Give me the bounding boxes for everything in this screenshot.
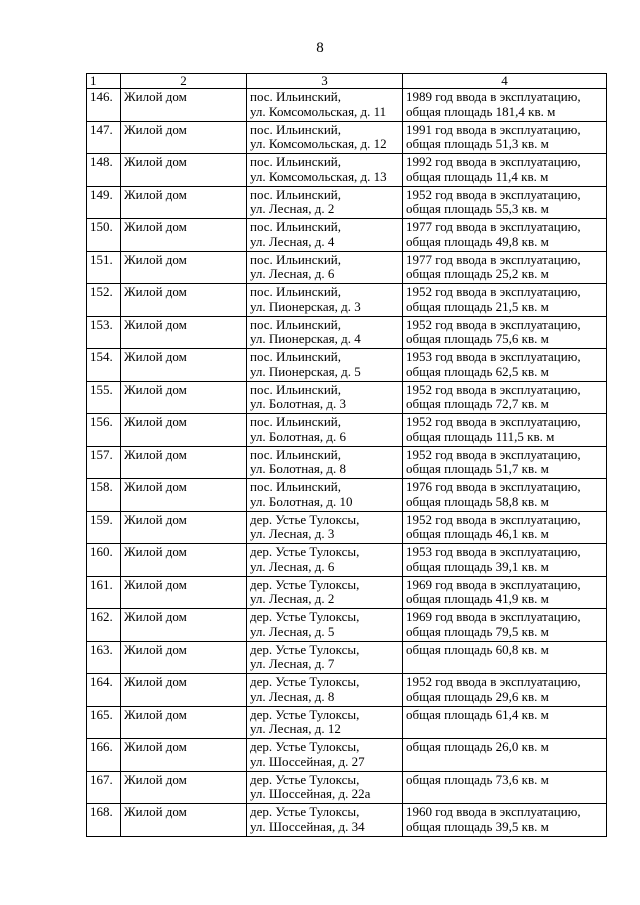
row-number-cell — [87, 219, 121, 252]
info-cell — [403, 479, 607, 512]
info-line: общая площадь 41,9 кв. м — [406, 591, 549, 606]
table-row — [87, 479, 607, 512]
address-cell — [247, 609, 403, 642]
address-line: дер. Устье Тулоксы, — [250, 771, 360, 787]
row-number: 162. — [90, 609, 113, 624]
address-line: пос. Ильинский, — [250, 316, 342, 332]
address-line: ул. Пионерская, д. 4 — [250, 331, 361, 346]
address-cell — [247, 674, 403, 707]
row-number: 150. — [90, 219, 113, 234]
object-type-cell — [121, 479, 247, 512]
table-row — [87, 251, 607, 284]
info-line: общая площадь 181,4 кв. м — [406, 103, 556, 119]
object-type-cell — [121, 414, 247, 447]
info-line: общая площадь 26,0 кв. м — [406, 739, 549, 754]
address-cell — [247, 89, 403, 122]
address-line: ул. Болотная, д. 10 — [250, 493, 353, 509]
row-number: 164. — [90, 674, 113, 689]
row-number-cell — [87, 381, 121, 414]
info-line: 1991 год ввода в эксплуатацию, — [406, 121, 581, 137]
info-line: 1952 год ввода в эксплуатацию, — [406, 446, 581, 462]
object-type-cell — [121, 316, 247, 349]
address-line: дер. Устье Тулоксы, — [250, 544, 360, 559]
object-type: Жилой дом — [124, 154, 187, 169]
info-line: общая площадь 111,5 кв. м — [406, 428, 555, 444]
info-cell — [403, 186, 607, 219]
object-type: Жилой дом — [124, 771, 187, 787]
address-line: дер. Устье Тулоксы, — [250, 739, 360, 754]
row-number-cell — [87, 251, 121, 284]
address-line: ул. Лесная, д. 6 — [250, 266, 335, 281]
row-number: 155. — [90, 381, 113, 397]
object-type: Жилой дом — [124, 186, 187, 202]
info-line: общая площадь 29,6 кв. м — [406, 688, 549, 704]
address-cell — [247, 349, 403, 382]
header-cell-info: 4 — [403, 74, 607, 89]
object-type-cell — [121, 674, 247, 707]
row-number: 157. — [90, 446, 113, 462]
address-cell — [247, 121, 403, 154]
object-type: Жилой дом — [124, 609, 187, 624]
address-line: ул. Пионерская, д. 3 — [250, 298, 361, 314]
object-type-cell — [121, 251, 247, 284]
info-line: 1989 год ввода в эксплуатацию, — [406, 89, 581, 104]
info-line: общая площадь 62,5 кв. м — [406, 363, 549, 379]
page-number: 8 — [316, 40, 324, 56]
object-type: Жилой дом — [124, 349, 187, 364]
object-type-cell — [121, 89, 247, 122]
address-cell — [247, 381, 403, 414]
info-line: 1952 год ввода в эксплуатацию, — [406, 316, 581, 332]
address-line: пос. Ильинский, — [250, 479, 342, 494]
info-line: общая площадь 60,8 кв. м — [406, 641, 549, 657]
info-line: общая площадь 61,4 кв. м — [406, 706, 549, 722]
object-type-cell — [121, 284, 247, 317]
table-row — [87, 674, 607, 707]
table-row — [87, 706, 607, 739]
info-cell — [403, 219, 607, 252]
header-cell-number: 1 — [87, 74, 121, 89]
object-type-cell — [121, 186, 247, 219]
row-number: 147. — [90, 121, 113, 137]
address-cell — [247, 511, 403, 544]
address-line: ул. Пионерская, д. 5 — [250, 363, 361, 379]
address-cell — [247, 576, 403, 609]
object-type: Жилой дом — [124, 576, 187, 592]
object-type-cell — [121, 154, 247, 187]
address-line: пос. Ильинский, — [250, 446, 342, 462]
info-line: 1992 год ввода в эксплуатацию, — [406, 154, 581, 169]
row-number-cell — [87, 186, 121, 219]
address-line: ул. Лесная, д. 7 — [250, 656, 335, 671]
info-line: 1953 год ввода в эксплуатацию, — [406, 349, 581, 364]
object-type-cell — [121, 446, 247, 479]
info-line: 1952 год ввода в эксплуатацию, — [406, 284, 581, 299]
row-number-cell — [87, 121, 121, 154]
row-number: 154. — [90, 349, 113, 364]
object-type-cell — [121, 739, 247, 772]
info-cell — [403, 641, 607, 674]
info-cell — [403, 284, 607, 317]
info-line: общая площадь 46,1 кв. м — [406, 526, 549, 541]
address-line: ул. Шоссейная, д. 27 — [250, 753, 365, 769]
row-number-cell — [87, 804, 121, 837]
table-row — [87, 414, 607, 447]
object-type: Жилой дом — [124, 219, 187, 234]
table-row — [87, 381, 607, 414]
address-line: дер. Устье Тулоксы, — [250, 576, 360, 592]
info-line: общая площадь 58,8 кв. м — [406, 493, 549, 509]
address-line: дер. Устье Тулоксы, — [250, 674, 360, 689]
info-line: общая площадь 49,8 кв. м — [406, 233, 549, 249]
info-cell — [403, 706, 607, 739]
object-type: Жилой дом — [124, 511, 187, 527]
info-cell — [403, 511, 607, 544]
table-row — [87, 349, 607, 382]
address-line: ул. Болотная, д. 3 — [250, 396, 347, 411]
table-header-row — [87, 74, 607, 89]
info-line: 1952 год ввода в эксплуатацию, — [406, 186, 581, 202]
object-type-cell — [121, 121, 247, 154]
row-number-cell — [87, 674, 121, 707]
object-type: Жилой дом — [124, 804, 187, 819]
row-number-cell — [87, 544, 121, 577]
address-line: ул. Комсомольская, д. 12 — [250, 136, 387, 151]
address-line: ул. Шоссейная, д. 34 — [250, 818, 365, 834]
info-line: 1969 год ввода в эксплуатацию, — [406, 609, 581, 624]
address-cell — [247, 154, 403, 187]
row-number: 161. — [90, 576, 113, 592]
object-type: Жилой дом — [124, 414, 187, 429]
address-cell — [247, 804, 403, 837]
address-line: ул. Лесная, д. 2 — [250, 591, 335, 606]
row-number: 156. — [90, 414, 113, 429]
info-line: 1977 год ввода в эксплуатацию, — [406, 219, 581, 234]
object-type: Жилой дом — [124, 674, 187, 689]
address-line: дер. Устье Тулоксы, — [250, 511, 360, 527]
table-row — [87, 739, 607, 772]
row-number-cell — [87, 739, 121, 772]
info-cell — [403, 804, 607, 837]
object-type-cell — [121, 706, 247, 739]
row-number-cell — [87, 609, 121, 642]
object-type: Жилой дом — [124, 89, 187, 104]
row-number: 167. — [90, 771, 113, 787]
address-line: пос. Ильинский, — [250, 414, 342, 429]
info-line: 1952 год ввода в эксплуатацию, — [406, 381, 581, 397]
row-number-cell — [87, 771, 121, 804]
address-line: ул. Болотная, д. 6 — [250, 428, 347, 444]
address-line: ул. Комсомольская, д. 13 — [250, 168, 387, 184]
table-row — [87, 316, 607, 349]
row-number-cell — [87, 641, 121, 674]
object-type: Жилой дом — [124, 284, 187, 299]
address-cell — [247, 641, 403, 674]
row-number: 160. — [90, 544, 113, 559]
address-line: пос. Ильинский, — [250, 349, 342, 364]
address-line: пос. Ильинский, — [250, 154, 342, 169]
object-type-cell — [121, 771, 247, 804]
info-line: общая площадь 79,5 кв. м — [406, 623, 549, 639]
object-type: Жилой дом — [124, 706, 187, 722]
table-row — [87, 446, 607, 479]
address-line: пос. Ильинский, — [250, 381, 342, 397]
table-row — [87, 511, 607, 544]
row-number: 148. — [90, 154, 113, 169]
header-cell-type: 2 — [121, 74, 247, 89]
row-number-cell — [87, 414, 121, 447]
address-line: ул. Комсомольская, д. 11 — [250, 103, 387, 119]
object-type: Жилой дом — [124, 544, 187, 559]
row-number-cell — [87, 511, 121, 544]
info-line: 1976 год ввода в эксплуатацию, — [406, 479, 581, 494]
row-number-cell — [87, 576, 121, 609]
address-line: пос. Ильинский, — [250, 251, 342, 267]
info-line: общая площадь 73,6 кв. м — [406, 771, 549, 787]
object-type: Жилой дом — [124, 121, 187, 137]
object-type: Жилой дом — [124, 739, 187, 754]
row-number-cell — [87, 446, 121, 479]
object-type: Жилой дом — [124, 446, 187, 462]
address-line: дер. Устье Тулоксы, — [250, 641, 360, 657]
row-number-cell — [87, 154, 121, 187]
table-row — [87, 284, 607, 317]
object-type: Жилой дом — [124, 251, 187, 267]
header-cell-address: 3 — [247, 74, 403, 89]
info-cell — [403, 414, 607, 447]
info-line: общая площадь 51,7 кв. м — [406, 461, 549, 476]
info-line: 1952 год ввода в эксплуатацию, — [406, 511, 581, 527]
info-line: 1953 год ввода в эксплуатацию, — [406, 544, 581, 559]
info-line: общая площадь 39,5 кв. м — [406, 818, 549, 834]
info-cell — [403, 576, 607, 609]
info-cell — [403, 251, 607, 284]
row-number: 152. — [90, 284, 113, 299]
address-cell — [247, 284, 403, 317]
address-line: ул. Лесная, д. 6 — [250, 558, 335, 574]
row-number: 163. — [90, 641, 113, 657]
info-line: 1952 год ввода в эксплуатацию, — [406, 674, 581, 689]
address-line: ул. Лесная, д. 3 — [250, 526, 335, 541]
info-cell — [403, 771, 607, 804]
row-number: 153. — [90, 316, 113, 332]
object-type-cell — [121, 349, 247, 382]
info-cell — [403, 89, 607, 122]
info-cell — [403, 446, 607, 479]
object-type: Жилой дом — [124, 479, 187, 494]
table-row — [87, 576, 607, 609]
object-type: Жилой дом — [124, 381, 187, 397]
info-line: общая площадь 72,7 кв. м — [406, 396, 549, 411]
address-cell — [247, 739, 403, 772]
row-number-cell — [87, 706, 121, 739]
object-type-cell — [121, 641, 247, 674]
row-number-cell — [87, 284, 121, 317]
table-row — [87, 544, 607, 577]
table-body — [87, 74, 607, 837]
row-number-cell — [87, 479, 121, 512]
table-row — [87, 219, 607, 252]
address-line: пос. Ильинский, — [250, 219, 342, 234]
row-number: 146. — [90, 89, 113, 104]
info-line: 1977 год ввода в эксплуатацию, — [406, 251, 581, 267]
info-line: общая площадь 39,1 кв. м — [406, 558, 549, 574]
row-number: 165. — [90, 706, 113, 722]
info-cell — [403, 674, 607, 707]
object-type-cell — [121, 511, 247, 544]
address-line: ул. Лесная, д. 2 — [250, 201, 335, 216]
address-cell — [247, 251, 403, 284]
row-number: 158. — [90, 479, 113, 494]
address-cell — [247, 316, 403, 349]
info-line: общая площадь 55,3 кв. м — [406, 201, 549, 216]
address-line: ул. Лесная, д. 8 — [250, 688, 335, 704]
address-line: дер. Устье Тулоксы, — [250, 609, 360, 624]
table-row — [87, 154, 607, 187]
object-type-cell — [121, 576, 247, 609]
object-type-cell — [121, 544, 247, 577]
info-cell — [403, 739, 607, 772]
row-number: 151. — [90, 251, 113, 267]
info-cell — [403, 154, 607, 187]
info-cell — [403, 544, 607, 577]
object-type-cell — [121, 804, 247, 837]
info-line: общая площадь 51,3 кв. м — [406, 136, 549, 151]
object-type-cell — [121, 381, 247, 414]
table-row — [87, 186, 607, 219]
property-table — [86, 73, 607, 837]
info-cell — [403, 381, 607, 414]
row-number: 168. — [90, 804, 113, 819]
object-type-cell — [121, 219, 247, 252]
row-number-cell — [87, 316, 121, 349]
address-cell — [247, 706, 403, 739]
info-line: общая площадь 75,6 кв. м — [406, 331, 549, 346]
address-cell — [247, 446, 403, 479]
row-number: 159. — [90, 511, 113, 527]
info-line: 1969 год ввода в эксплуатацию, — [406, 576, 581, 592]
row-number: 149. — [90, 186, 113, 202]
info-line: общая площадь 21,5 кв. м — [406, 298, 549, 314]
address-line: дер. Устье Тулоксы, — [250, 706, 360, 722]
address-line: пос. Ильинский, — [250, 284, 342, 299]
table-row — [87, 641, 607, 674]
address-line: ул. Лесная, д. 5 — [250, 623, 335, 639]
table-row — [87, 121, 607, 154]
address-cell — [247, 771, 403, 804]
object-type: Жилой дом — [124, 641, 187, 657]
row-number-cell — [87, 89, 121, 122]
table-row — [87, 771, 607, 804]
info-cell — [403, 316, 607, 349]
address-cell — [247, 544, 403, 577]
address-cell — [247, 479, 403, 512]
address-line: пос. Ильинский, — [250, 186, 342, 202]
info-cell — [403, 349, 607, 382]
table-row — [87, 804, 607, 837]
row-number-cell — [87, 349, 121, 382]
address-line: ул. Болотная, д. 8 — [250, 461, 347, 476]
address-line: пос. Ильинский, — [250, 121, 342, 137]
address-line: ул. Лесная, д. 4 — [250, 233, 335, 249]
address-cell — [247, 186, 403, 219]
address-line: дер. Устье Тулоксы, — [250, 804, 360, 819]
info-line: 1952 год ввода в эксплуатацию, — [406, 414, 581, 429]
row-number: 166. — [90, 739, 113, 754]
info-line: общая площадь 11,4 кв. м — [406, 168, 549, 184]
info-line: 1960 год ввода в эксплуатацию, — [406, 804, 581, 819]
object-type: Жилой дом — [124, 316, 187, 332]
address-line: ул. Лесная, д. 12 — [250, 721, 341, 736]
info-line: общая площадь 25,2 кв. м — [406, 266, 549, 281]
address-cell — [247, 414, 403, 447]
address-line: пос. Ильинский, — [250, 89, 342, 104]
object-type-cell — [121, 609, 247, 642]
info-cell — [403, 609, 607, 642]
address-line: ул. Шоссейная, д. 22а — [250, 786, 371, 801]
table-row — [87, 609, 607, 642]
table-row — [87, 89, 607, 122]
address-cell — [247, 219, 403, 252]
info-cell — [403, 121, 607, 154]
